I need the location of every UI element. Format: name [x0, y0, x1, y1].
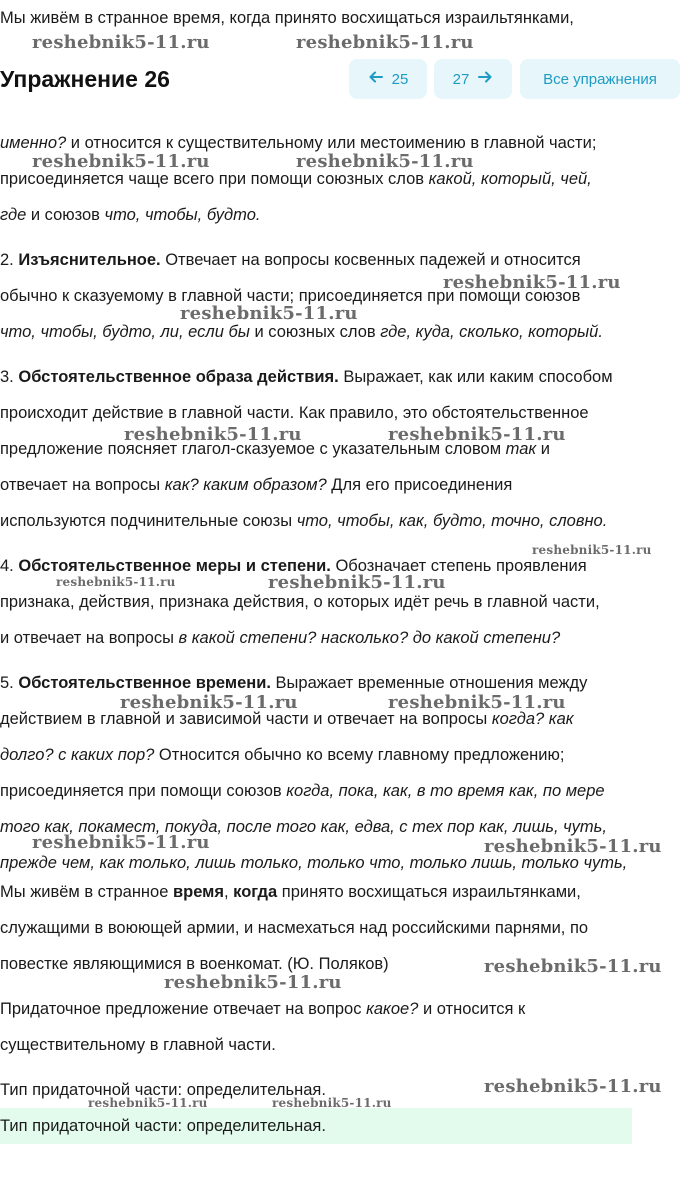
example-line-3: повестке являющимися в военкомат. (Ю. Поляков) [0, 955, 389, 973]
item-number: 5. [0, 674, 19, 692]
text: Отвечает на вопросы косвенных падежей и относится [160, 251, 581, 269]
item-2-line-3 [0, 322, 603, 342]
watermark: reshebnik5-11.ru [32, 832, 210, 853]
question-text: долго? с каких пор? [0, 746, 155, 764]
type-line: Тип придаточной части: определительная. [0, 1081, 326, 1099]
item-4-line-2: признака, действия, признака действия, о которых идёт речь в главной части, [0, 593, 600, 611]
text: и союзных слов [249, 323, 381, 341]
conjunction-list: что, чтобы, будто. [104, 206, 261, 224]
prev-exercise-button[interactable] [349, 59, 427, 99]
text: и относится к [418, 1000, 526, 1018]
highlighted-word: время [172, 883, 224, 901]
watermark: reshebnik5-11.ru [388, 424, 566, 445]
watermark: reshebnik5-11.ru [484, 1076, 662, 1097]
text: , [224, 883, 234, 901]
item-5-line-4 [0, 781, 605, 801]
arrow-right-icon [477, 69, 493, 89]
watermark: reshebnik5-11.ru [443, 272, 621, 293]
conjunction-list: прежде чем, как только, лишь только, только что, только лишь, только чуть, [0, 854, 628, 872]
item-name: Обстоятельственное меры и степени. [18, 557, 331, 575]
watermark: reshebnik5-11.ru [164, 972, 342, 993]
item-2-line-2: обычно к сказуемому в главной части; присоединяется при помощи союзов [0, 287, 581, 305]
item-3-line-4 [0, 475, 512, 495]
item-3-line-5 [0, 511, 607, 531]
text: и относится к существительному или местоимению в главной части; [66, 134, 597, 152]
definition-line-2 [0, 169, 592, 189]
example-line-1 [0, 882, 581, 902]
watermark: reshebnik5-11.ru [180, 303, 358, 324]
question-text: в какой степени? насколько? до какой степени? [178, 629, 561, 647]
item-name: Изъяснительное. [18, 251, 161, 269]
conjunction-list: какой, который, чей, [428, 170, 592, 188]
watermark: reshebnik5-11.ru [484, 956, 662, 977]
watermark: reshebnik5-11.ru [56, 575, 176, 589]
watermark: reshebnik5-11.ru [120, 692, 298, 713]
question-text: именно? [0, 134, 67, 152]
text: предложение поясняет глагол-сказуемое с указательным словом [0, 440, 506, 458]
text: присоединяется чаще всего при помощи союзных слов [0, 170, 429, 188]
text: Мы живём в странное [0, 883, 173, 901]
arrow-left-icon [368, 69, 384, 89]
watermark: reshebnik5-11.ru [272, 1096, 392, 1110]
item-number: 2. [0, 251, 19, 269]
text: Выражает временные отношения между [270, 674, 588, 692]
text: отвечает на вопросы [0, 476, 165, 494]
conjunction-list: что, чтобы, как, будто, точно, словно. [296, 512, 608, 530]
text: Относится обычно ко всему главному предложению; [154, 746, 565, 764]
top-line: Мы живём в странное время, когда принято восхищаться израильтянками, [0, 9, 574, 27]
item-name: Обстоятельственное времени. [18, 674, 271, 692]
item-name: Обстоятельственное образа действия. [18, 368, 339, 386]
text: Для его присоединения [326, 476, 513, 494]
next-exercise-button[interactable] [434, 59, 512, 99]
text: и [536, 440, 550, 458]
item-number: 4. [0, 557, 19, 575]
question-text: как? каким образом? [164, 476, 327, 494]
item-3-line-2: происходит действие в главной части. Как правило, это обстоятельственное [0, 404, 589, 422]
item-2-line-1 [0, 250, 581, 270]
item-5-line-3 [0, 745, 564, 765]
definition-line-3 [0, 205, 260, 225]
explanation-line-1 [0, 999, 525, 1019]
watermark: reshebnik5-11.ru [32, 32, 210, 53]
example-line-2: служащими в воюющей армии, и насмехаться над российскими парнями, по [0, 919, 589, 937]
watermark: reshebnik5-11.ru [32, 151, 210, 172]
watermark: reshebnik5-11.ru [388, 692, 566, 713]
all-exercises-button[interactable] [520, 59, 680, 99]
text: присоединяется при помощи союзов [0, 782, 287, 800]
text: используются подчинительные союзы [0, 512, 297, 530]
item-number: 3. [0, 368, 19, 386]
conjunction-list: того как, покамест, покуда, после того как, едва, с тех пор как, лишь, чуть, [0, 818, 607, 836]
conjunction-word: где [0, 206, 27, 224]
next-exercise-label: 27 [452, 70, 470, 88]
watermark: reshebnik5-11.ru [124, 424, 302, 445]
text: и союзов [26, 206, 105, 224]
page-title: Упражнение 26 [0, 66, 170, 92]
item-5-line-1 [0, 673, 587, 693]
watermark: reshebnik5-11.ru [532, 543, 652, 557]
watermark: reshebnik5-11.ru [296, 32, 474, 53]
text: и отвечает на вопросы [0, 629, 179, 647]
text: Обозначает степень проявления [330, 557, 587, 575]
question-text: какое? [366, 1000, 419, 1018]
all-exercises-label: Все упражнения [543, 70, 657, 88]
conjunction-list: где, куда, сколько, который. [380, 323, 603, 341]
prev-exercise-label: 25 [391, 70, 409, 88]
watermark: reshebnik5-11.ru [296, 151, 474, 172]
explanation-line-2: существительному в главной части. [0, 1036, 276, 1054]
pointer-word: так [505, 440, 537, 458]
text: принято восхищаться израильтянками, [277, 883, 581, 901]
watermark: reshebnik5-11.ru [484, 836, 662, 857]
watermark: reshebnik5-11.ru [268, 572, 446, 593]
watermark: reshebnik5-11.ru [88, 1096, 208, 1110]
item-3-line-1 [0, 367, 613, 387]
answer-box: Тип придаточной части: определительная. [0, 1108, 632, 1144]
highlighted-word: когда [233, 883, 278, 901]
conjunction-list: когда, пока, как, в то время как, по мере [286, 782, 605, 800]
conjunction-list: что, чтобы, будто, ли, если бы [0, 323, 250, 341]
item-4-line-3 [0, 628, 560, 648]
text: действием в главной и зависимой части и отвечает на вопросы [0, 710, 492, 728]
text: Выражает, как или каким способом [338, 368, 613, 386]
text: Придаточное предложение отвечает на вопрос [0, 1000, 367, 1018]
definition-line-1 [0, 133, 596, 153]
question-text: когда? как [491, 710, 574, 728]
